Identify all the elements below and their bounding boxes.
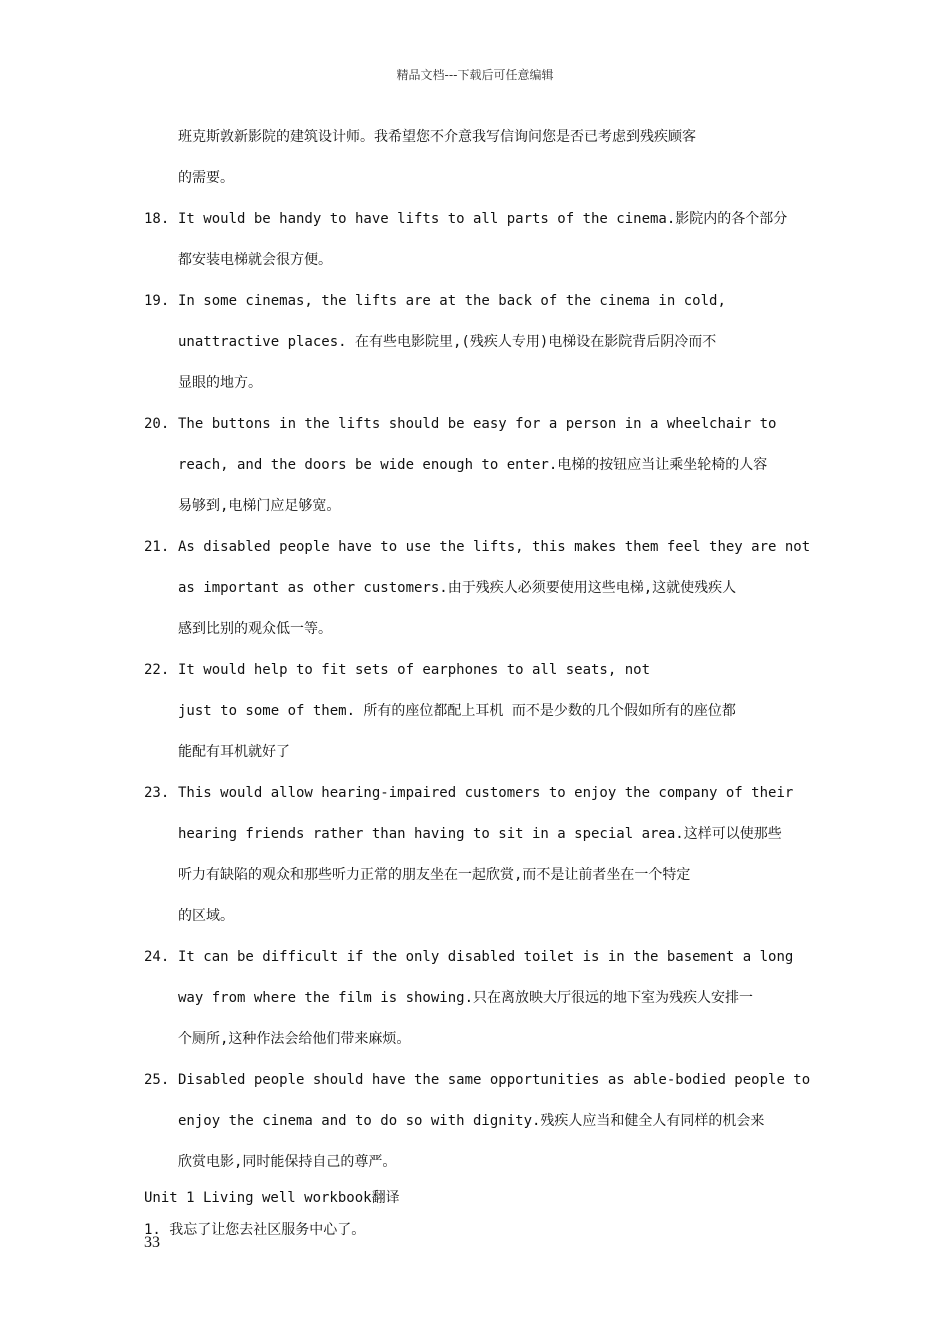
section-heading: Unit 1 Living well workbook翻译	[144, 1190, 400, 1206]
item-line: 感到比别的观众低一等。	[178, 621, 332, 637]
item-number: 20.	[144, 416, 170, 432]
item-line: This would allow hearing-impaired customers to enjoy the company of their	[178, 785, 794, 801]
item-number: 18.	[144, 211, 170, 227]
item-line: 听力有缺陷的观众和那些听力正常的朋友坐在一起欣赏,而不是让前者坐在一个特定	[178, 867, 691, 883]
item-number: 19.	[144, 293, 170, 309]
item-line: In some cinemas, the lifts are at the back of the cinema in cold,	[178, 293, 726, 309]
item-line: 显眼的地方。	[178, 375, 262, 391]
page-header: 精品文档---下载后可任意编辑	[396, 68, 554, 82]
item-number: 22.	[144, 662, 170, 678]
item-line: enjoy the cinema and to do so with dignity.残疾人应当和健全人有同样的机会来	[178, 1113, 765, 1129]
paragraph-line: 的需要。	[178, 170, 234, 186]
item-number: 23.	[144, 785, 170, 801]
item-line: 的区域。	[178, 908, 234, 924]
item-line: As disabled people have to use the lifts, this makes them feel they are not	[178, 539, 811, 555]
item-line: It would be handy to have lifts to all parts of the cinema.影院内的各个部分	[178, 211, 788, 227]
paragraph-line: 班克斯敦新影院的建筑设计师。我希望您不介意我写信询问您是否已考虑到残疾顾客	[178, 129, 696, 145]
item-line: unattractive places. 在有些电影院里,(残疾人专用)电梯设在影院背后阴冷而不	[178, 334, 717, 350]
item-number: 25.	[144, 1072, 170, 1088]
item-line: 易够到,电梯门应足够宽。	[178, 498, 341, 514]
item-line: It would help to fit sets of earphones to all seats, not	[178, 662, 651, 678]
item-line: hearing friends rather than having to sit in a special area.这样可以使那些	[178, 826, 782, 842]
item-line: 个厕所,这种作法会给他们带来麻烦。	[178, 1031, 411, 1047]
item-number: 21.	[144, 539, 170, 555]
item-line: reach, and the doors be wide enough to enter.电梯的按钮应当让乘坐轮椅的人容	[178, 457, 768, 473]
item-line: 能配有耳机就好了	[178, 744, 290, 760]
item-line: It can be difficult if the only disabled toilet is in the basement a long	[178, 949, 794, 965]
item-line: way from where the film is showing.只在离放映大厅很远的地下室为残疾人安排一	[178, 990, 754, 1006]
item-line: Disabled people should have the same opportunities as able-bodied people to	[178, 1072, 811, 1088]
item-line: just to some of them. 所有的座位都配上耳机 而不是少数的几个假如所有的座位都	[178, 703, 736, 719]
item-number: 24.	[144, 949, 170, 965]
page-number: 33	[144, 1234, 160, 1251]
item-line: The buttons in the lifts should be easy for a person in a wheelchair to	[178, 416, 777, 432]
item-line: 欣赏电影,同时能保持自己的尊严。	[178, 1154, 397, 1170]
translation-item: 1. 我忘了让您去社区服务中心了。	[144, 1222, 366, 1238]
item-line: 都安装电梯就会很方便。	[178, 252, 332, 268]
item-line: as important as other customers.由于残疾人必须要使用这些电梯,这就使残疾人	[178, 580, 737, 596]
